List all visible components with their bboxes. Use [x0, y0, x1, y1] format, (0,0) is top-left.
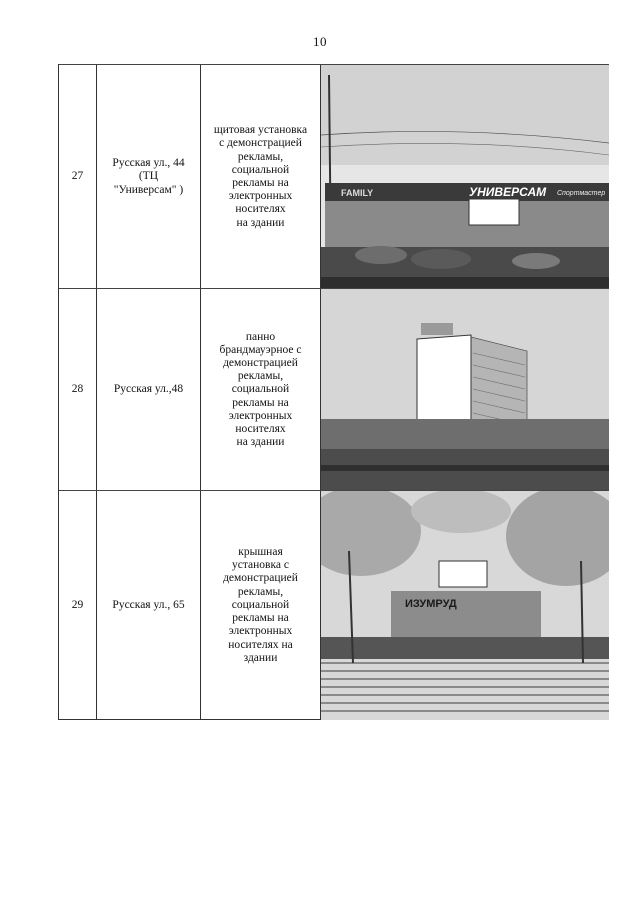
- billboard-highlight: [469, 199, 519, 225]
- photo-sign-left: FAMILY: [341, 188, 374, 198]
- billboard-highlight: [439, 561, 487, 587]
- row-structure-type: крышная установка с демонстрацией рекламы, социальной рекламы на электронных носителях на здании: [201, 491, 321, 720]
- page-number: 10: [313, 34, 327, 49]
- building-photo: [321, 491, 609, 720]
- row-number: 28: [59, 289, 97, 491]
- row-number: 29: [59, 491, 97, 720]
- row-address: Русская ул., 44 (ТЦ "Универсам" ): [97, 65, 201, 289]
- photo-sign: УНИВЕРСАМ: [469, 185, 547, 199]
- row-structure-type: панно брандмауэрное с демонстрацией рекламы, социальной рекламы на электронных носителях на здании: [201, 289, 321, 491]
- building-photo: [321, 65, 609, 289]
- advertising-table: [58, 64, 609, 720]
- table-row: [59, 490, 609, 720]
- table-row: [59, 64, 609, 289]
- photo-sign-right: Спортмастер: [557, 190, 606, 197]
- building-photo: [321, 289, 609, 491]
- row-photo: [321, 65, 609, 289]
- table-row: [59, 288, 609, 491]
- photo-sign: ИЗУМРУД: [405, 598, 457, 610]
- row-photo: [321, 289, 609, 491]
- row-address: Русская ул.,48: [97, 289, 201, 491]
- row-structure-type: щитовая установка с демонстрацией рекламы, социальной рекламы на электронных носителях на здании: [201, 65, 321, 289]
- row-photo: [321, 491, 609, 720]
- row-address: Русская ул., 65: [97, 491, 201, 720]
- row-number: 27: [59, 65, 97, 289]
